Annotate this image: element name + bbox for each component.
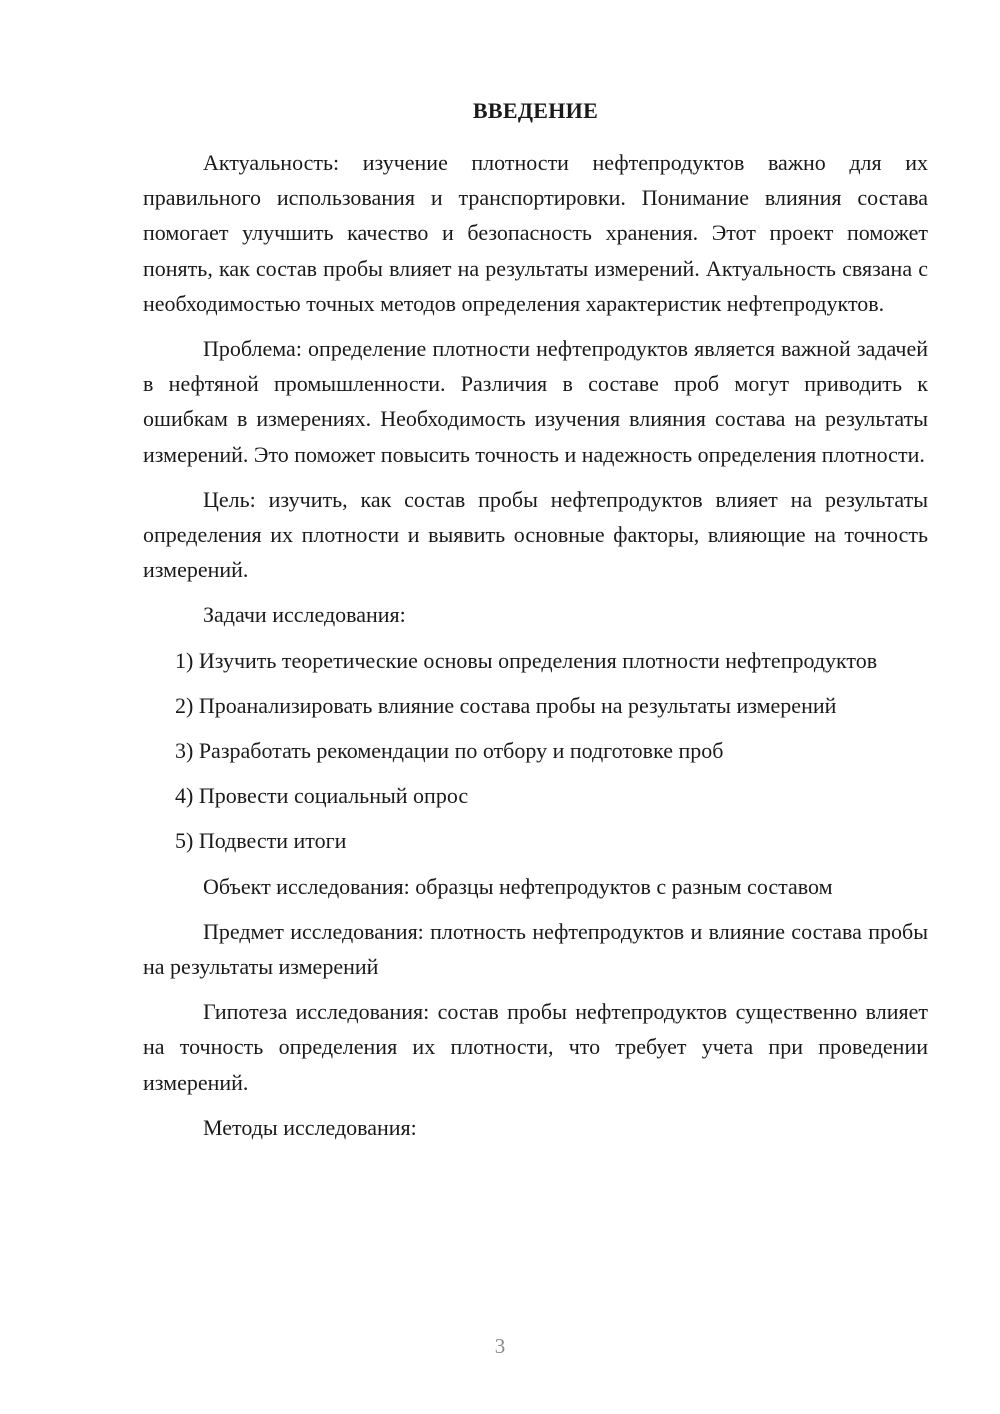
page-number: 3: [494, 1334, 506, 1358]
object-paragraph: Объект исследования: образцы нефтепродуктов с разным составом: [203, 873, 833, 899]
task-item-5: 5) Подвести итоги: [175, 828, 347, 854]
hypothesis-paragraph: Гипотеза исследования: состав пробы нефтепродуктов существенно влияет на точность определения их плотности, что требует учета при проведении измерений.: [143, 999, 928, 1095]
methods-title: Методы исследования:: [203, 1114, 417, 1140]
task-item-1: 1) Изучить теоретические основы определения плотности нефтепродуктов: [175, 647, 878, 673]
relevance-paragraph: Актуальность: изучение плотности нефтепродуктов важно для их правильного использования и транспортировки. Понимание влияния состава помогает улучшить качество и безопасность хранения. Этот проект поможет понять, как состав пробы влияет на результаты измерений. Актуальность связана с необходимостью точных методов определения характеристик нефтепродуктов.: [143, 150, 928, 316]
section-heading: ВВЕДЕНИЕ: [472, 98, 599, 123]
document-body: [143, 96, 928, 1155]
task-item-2: 2) Проанализировать влияние состава пробы на результаты измерений: [175, 692, 837, 718]
goal-paragraph: Цель: изучить, как состав пробы нефтепродуктов влияет на результаты определения их плотности и выявить основные факторы, влияющие на точность измерений.: [143, 486, 928, 583]
task-item-3: 3) Разработать рекомендации по отбору и подготовке проб: [175, 738, 724, 764]
tasks-title: Задачи исследования:: [203, 602, 406, 628]
subject-paragraph: Предмет исследования: плотность нефтепродуктов и влияние состава пробы на результаты измерений: [143, 918, 928, 980]
problem-paragraph: Проблема: определение плотности нефтепродуктов является важной задачей в нефтяной промышленности. Различия в составе проб могут приводить к ошибкам в измерениях. Необходимость изучения влияния состава на результаты измерений. Это поможет повысить точность и надежность определения плотности.: [143, 336, 928, 467]
task-item-4: 4) Провести социальный опрос: [175, 783, 469, 809]
